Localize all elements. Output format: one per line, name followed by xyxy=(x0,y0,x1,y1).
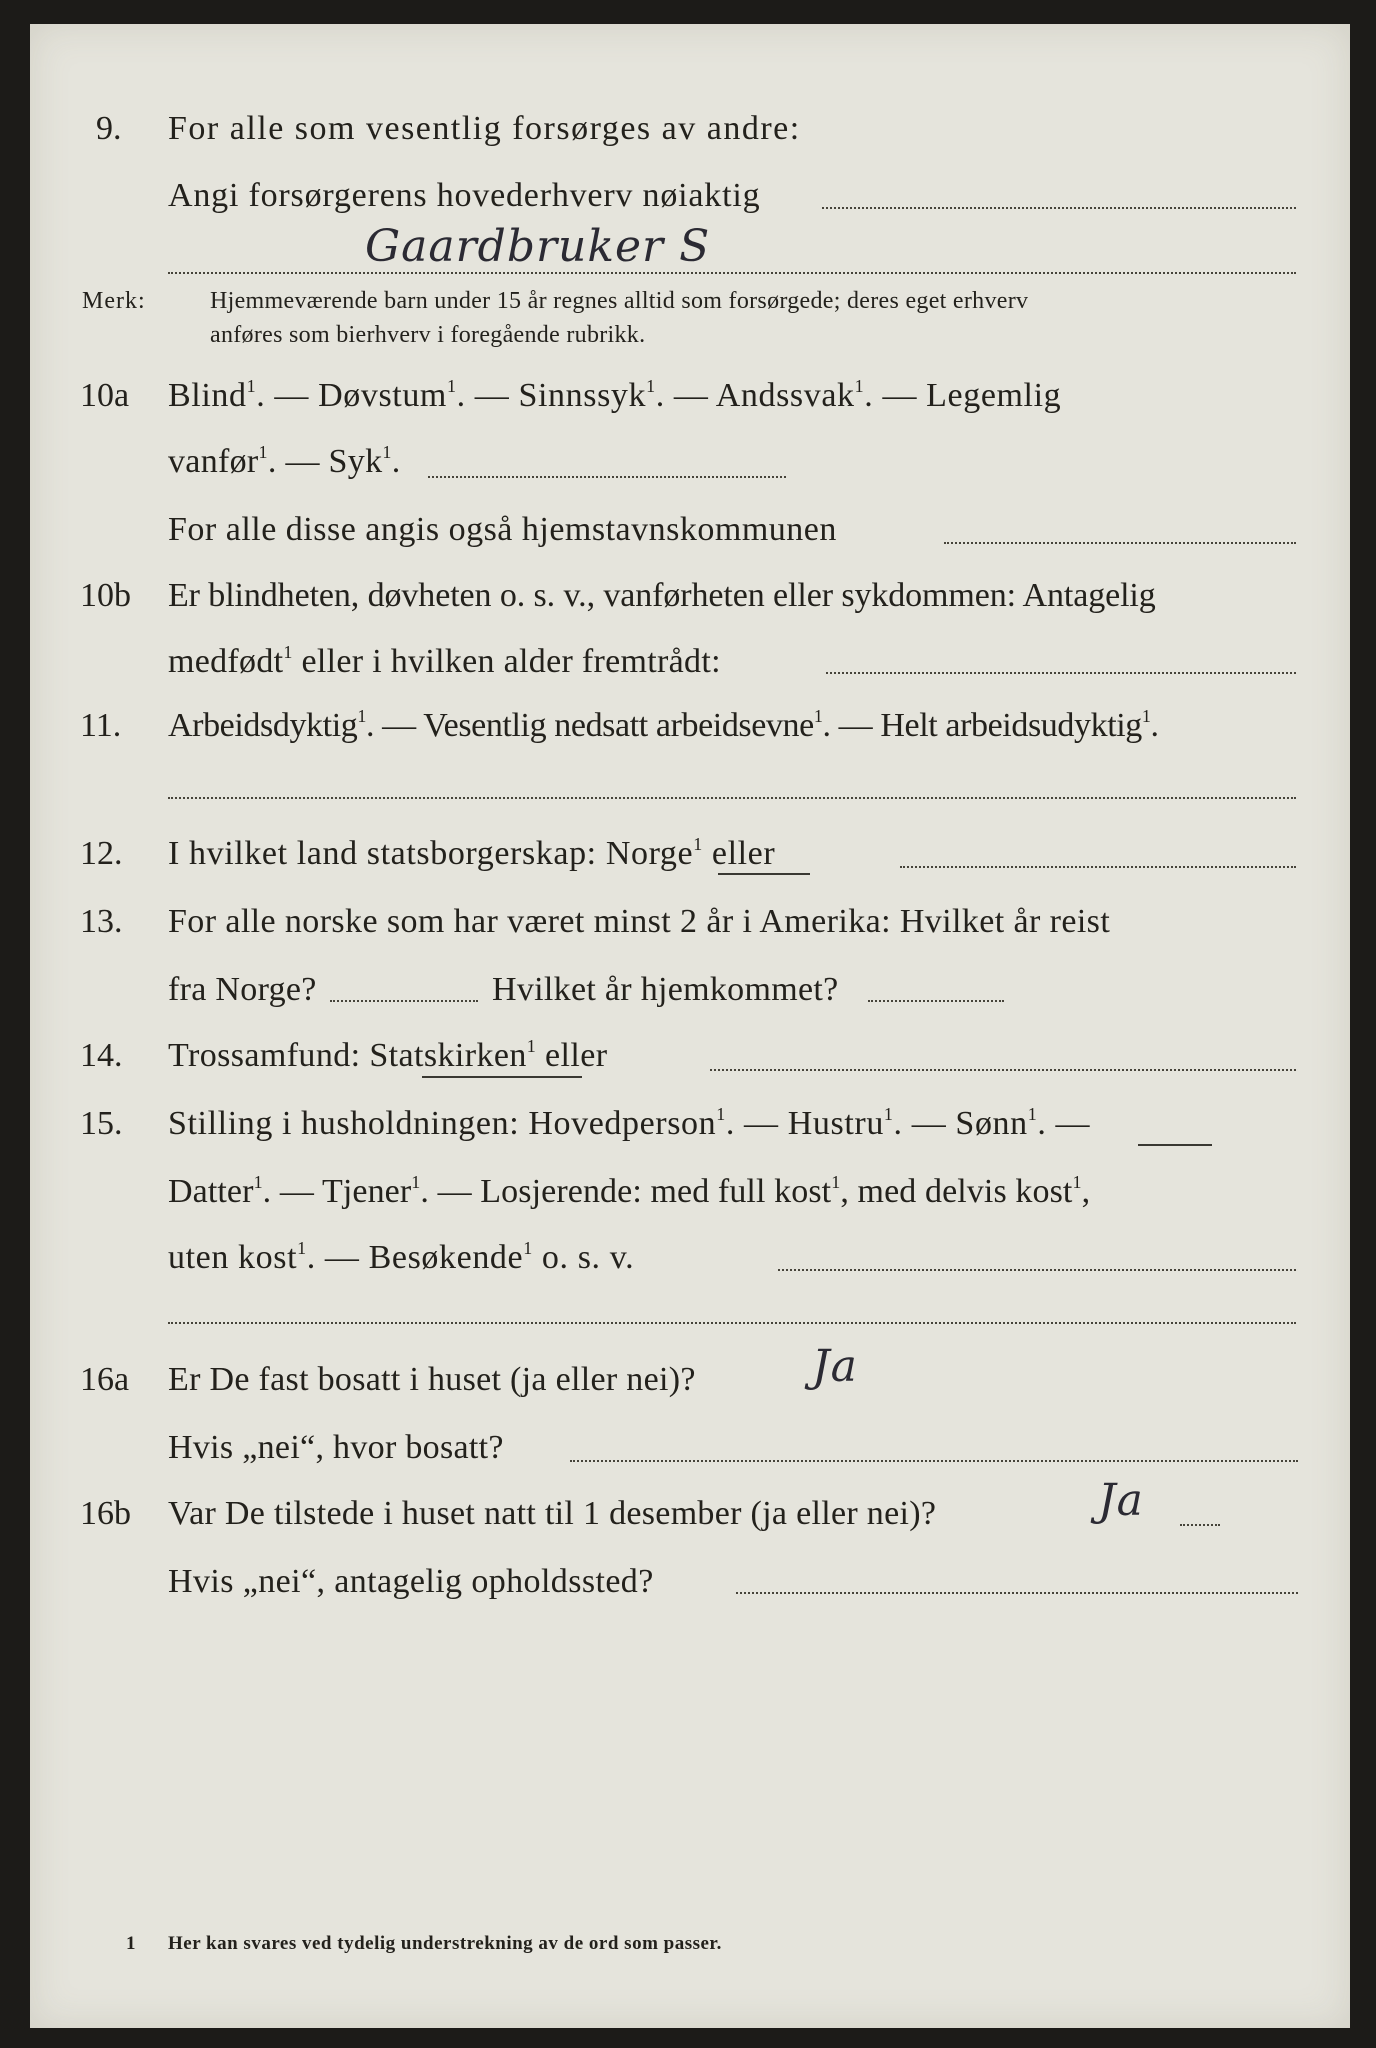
question-11-text: Arbeidsdyktig$^1$. — Vesentlig nedsatt arbeidsevne$^1$. — Helt arbeidsudyktig$^1$. xyxy=(168,706,1159,744)
question-9-number: 9. xyxy=(96,110,122,147)
census-form-page xyxy=(30,24,1350,2028)
question-10a-number: 10a xyxy=(80,377,130,414)
question-9-answer-line xyxy=(822,207,1296,209)
question-15-text-line-3: uten kost$^1$. — Besøkende$^1$ o. s. v. xyxy=(168,1238,635,1276)
question-14-text: Trossamfund: Statskirken$^1$ eller xyxy=(168,1036,608,1074)
footnote-text: Her kan svares ved tydelig understrekning av de ord som passer. xyxy=(168,1933,722,1954)
question-16b-answer-line xyxy=(1180,1524,1220,1526)
footnote-mark: 1 xyxy=(126,1933,136,1954)
question-15-answer-line xyxy=(778,1269,1296,1271)
question-10a-hometown-line xyxy=(944,542,1296,544)
statskirken-underline xyxy=(422,1076,582,1078)
note-label: Merk: xyxy=(82,288,146,314)
question-12-answer-line xyxy=(900,866,1296,868)
question-12-text: I hvilket land statsborgerskap: Norge$^1$ eller xyxy=(168,834,776,872)
question-16b-number: 16b xyxy=(80,1495,131,1532)
question-16b-residence-line xyxy=(736,1592,1298,1594)
question-15-text-line-2: Datter$^1$. — Tjener$^1$. — Losjerende: med full kost$^1$, med delvis kost$^1$, xyxy=(168,1172,1091,1210)
question-10a-answer-line xyxy=(428,476,786,478)
question-16b-handwritten-answer: Ja xyxy=(1098,1475,1144,1526)
question-15-text-line-1: Stilling i husholdningen: Hovedperson$^1$. — Hustru$^1$. — Sønn$^1$. — xyxy=(168,1104,1091,1142)
question-10a-text-line-3: For alle disse angis også hjemstavnskommunen xyxy=(168,511,837,548)
question-16b-text-line-1: Var De tilstede i huset natt til 1 desember (ja eller nei)? xyxy=(168,1495,937,1532)
question-10b-text-line-2: medfødt$^1$ eller i hvilken alder fremtrådt: xyxy=(168,642,721,680)
question-10b-text-line-1: Er blindheten, døvheten o. s. v., vanførheten eller sykdommen: Antagelig xyxy=(168,577,1156,614)
question-15-number: 15. xyxy=(80,1105,123,1142)
question-13-text-line-2b: Hvilket år hjemkommet? xyxy=(492,971,839,1008)
question-16a-number: 16a xyxy=(80,1361,130,1398)
question-16a-text-line-2: Hvis „nei“, hvor bosatt? xyxy=(168,1429,504,1466)
question-12-number: 12. xyxy=(80,835,123,872)
question-16a-answer-line xyxy=(570,1460,1298,1462)
question-9-answer-line-2 xyxy=(168,272,1296,274)
question-16a-text-line-1: Er De fast bosatt i huset (ja eller nei)? xyxy=(168,1361,696,1398)
question-15-answer-line-2 xyxy=(168,1322,1296,1324)
question-16a-handwritten-answer: Ja xyxy=(812,1341,858,1392)
question-13-number: 13. xyxy=(80,903,123,940)
question-10b-answer-line xyxy=(826,672,1296,674)
question-9-handwritten-answer: Gaardbruker S xyxy=(365,221,711,272)
question-9-instruction: Angi forsørgerens hovederhverv nøiaktig xyxy=(168,177,761,214)
question-14-answer-line xyxy=(710,1069,1296,1071)
question-10b-number: 10b xyxy=(80,577,131,614)
question-10a-text-line-1: Blind$^1$. — Døvstum$^1$. — Sinnssyk$^1$. — Andssvak$^1$. — Legemlig xyxy=(168,376,1062,414)
note-text-line-1: Hjemmeværende barn under 15 år regnes alltid som forsørgede; deres eget erhverv xyxy=(210,288,1029,314)
sonn-underline xyxy=(1138,1144,1212,1146)
question-11-number: 11. xyxy=(80,707,122,744)
norge-underline xyxy=(718,873,810,875)
question-14-number: 14. xyxy=(80,1037,123,1074)
question-11-answer-line xyxy=(168,797,1296,799)
question-16b-text-line-2: Hvis „nei“, antagelig opholdssted? xyxy=(168,1563,654,1600)
note-text-line-2: anføres som bierhverv i foregående rubrikk. xyxy=(210,322,646,348)
question-13-return-line xyxy=(868,1000,1004,1002)
question-13-text-line-1: For alle norske som har været minst 2 år i Amerika: Hvilket år reist xyxy=(168,903,1111,940)
question-13-departure-line xyxy=(330,1000,478,1002)
question-13-text-line-2a: fra Norge? xyxy=(168,971,317,1008)
question-9-text: For alle som vesentlig forsørges av andre: xyxy=(168,110,801,147)
question-10a-text-line-2: vanfør$^1$. — Syk$^1$. xyxy=(168,442,401,480)
